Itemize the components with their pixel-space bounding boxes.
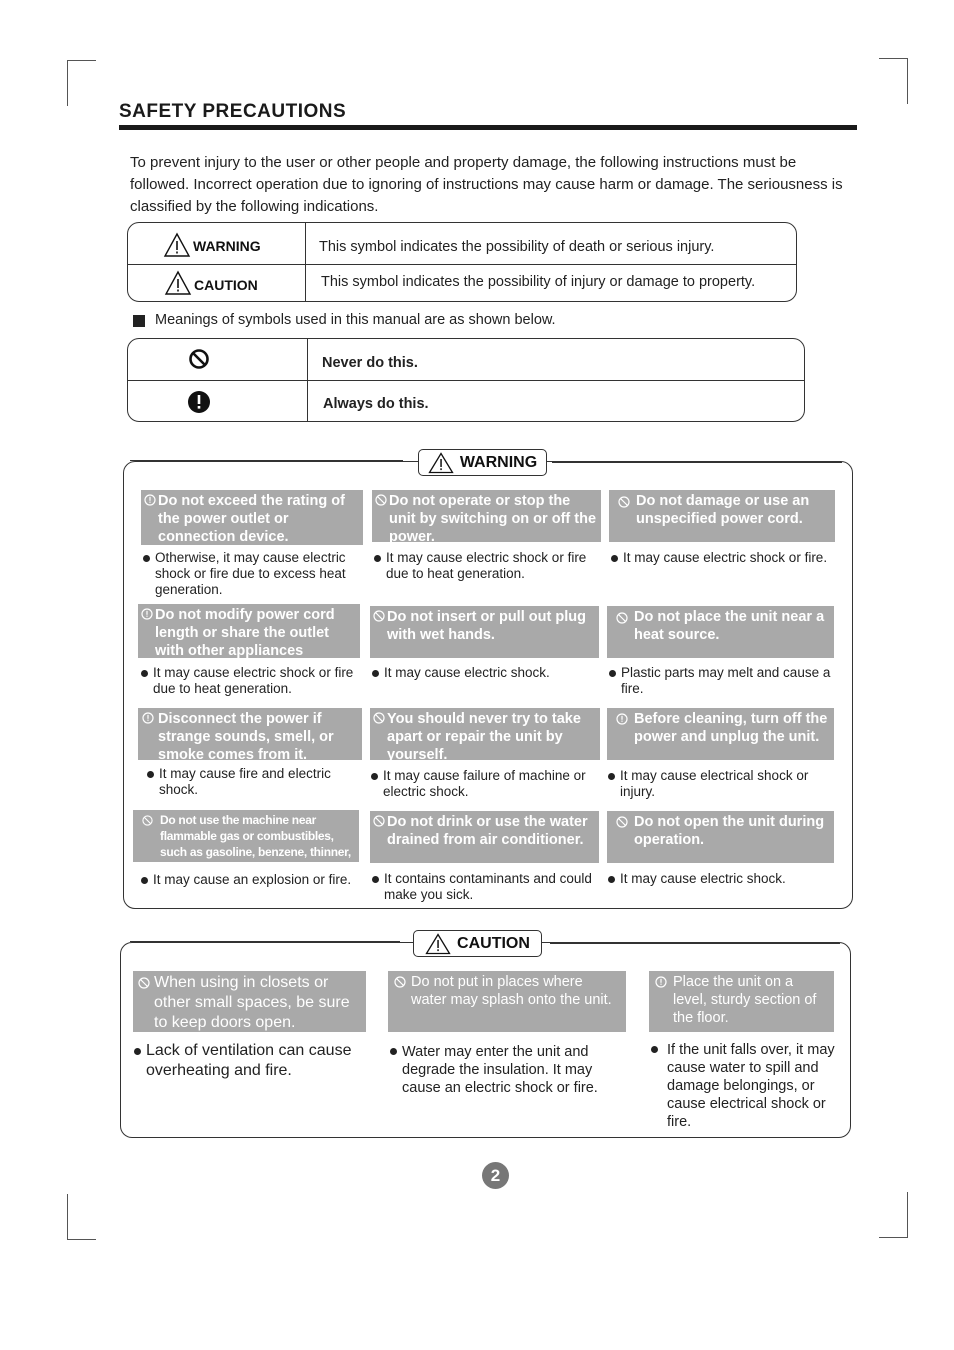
warning-item-heat-source: Do not place the unit near a heat source. xyxy=(607,606,834,658)
warning-triangle-icon xyxy=(425,933,451,955)
mandatory-icon xyxy=(141,608,153,620)
warning-label: WARNING xyxy=(163,232,261,258)
warning-note-repair: It may cause failure of machine or electric shock. xyxy=(370,768,602,800)
caution-note-level-floor: If the unit falls over, it may cause water to spill and damage belongings, or cause electrical shock or fire. xyxy=(650,1041,846,1131)
mandatory-icon xyxy=(144,494,156,506)
warning-note-drained-water: It contains contaminants and could make you sick. xyxy=(371,871,599,903)
warning-note-disconnect: It may cause fire and electric shock. xyxy=(146,766,360,798)
warning-item-cleaning: Before cleaning, turn off the power and unplug the unit. xyxy=(607,708,834,760)
mandatory-icon xyxy=(142,712,154,724)
mandatory-icon xyxy=(655,976,667,988)
prohibited-icon xyxy=(188,348,210,370)
warning-item-modify-cord: Do not modify power cord length or share the outlet with other appliances xyxy=(138,604,360,658)
warning-note-flammable: It may cause an explosion or fire. xyxy=(140,872,365,888)
warning-triangle-icon xyxy=(428,452,454,474)
caution-note-closets: Lack of ventilation can cause overheating and fire. xyxy=(133,1041,373,1081)
prohibited-icon xyxy=(138,977,150,989)
crop-mark-top-left xyxy=(67,60,96,106)
prohibited-icon xyxy=(373,712,385,724)
caution-description: This symbol indicates the possibility of injury or damage to property. xyxy=(321,274,756,290)
mandatory-icon xyxy=(616,713,628,725)
prohibited-icon xyxy=(373,610,385,622)
symbols-table xyxy=(127,338,805,422)
warning-triangle-icon xyxy=(164,270,192,296)
page-title: SAFETY PRECAUTIONS xyxy=(119,101,347,122)
warning-item-flammable: Do not use the machine near flammable gas or combustibles, such as gasoline, benzene, thinner, etc. xyxy=(133,810,359,862)
square-bullet xyxy=(133,315,145,327)
warning-note-power-cord: It may cause electric shock or fire. xyxy=(610,550,842,566)
caution-label: CAUTION xyxy=(164,270,258,296)
caution-item-splash: Do not put in places where water may splash onto the unit. xyxy=(388,971,626,1032)
prohibited-icon xyxy=(375,494,387,506)
warning-note-switching: It may cause electric shock or fire due to heat generation. xyxy=(373,550,603,582)
warning-note-cleaning: It may cause electrical shock or injury. xyxy=(607,768,839,800)
prohibited-icon xyxy=(616,816,628,828)
crop-mark-top-right xyxy=(879,58,908,104)
warning-item-disconnect: Disconnect the power if strange sounds, smell, or smoke comes from it. xyxy=(138,708,362,760)
warning-item-wet-hands: Do not insert or pull out plug with wet hands. xyxy=(370,606,599,658)
never-do-text: Never do this. xyxy=(322,355,418,371)
warning-triangle-icon xyxy=(163,232,191,258)
warning-item-drained-water: Do not drink or use the water drained from air conditioner. xyxy=(370,811,599,863)
mandatory-icon xyxy=(187,390,211,414)
caution-header-line-right xyxy=(550,943,840,944)
caution-header-line-left xyxy=(130,941,400,942)
warning-note-open-unit: It may cause electric shock. xyxy=(607,871,839,887)
intro-paragraph: To prevent injury to the user or other people and property damage, the following instructions must be followed. Incorrect operation due to ignoring of instructions may cause harm or damage. The seriousness is classified by the following indications. xyxy=(130,154,843,215)
warning-item-switching: Do not operate or stop the unit by switching on or off the power. xyxy=(372,490,601,542)
warning-note-heat-source: Plastic parts may melt and cause a fire. xyxy=(608,665,840,697)
symbols-intro: Meanings of symbols used in this manual are as shown below. xyxy=(155,312,556,328)
crop-mark-bottom-left xyxy=(67,1194,96,1240)
caution-note-splash: Water may enter the unit and degrade the insulation. It may cause an electric shock or fire. xyxy=(389,1043,621,1097)
warning-note-modify-cord: It may cause electric shock or fire due to heat generation. xyxy=(140,665,362,697)
title-rule xyxy=(119,125,857,130)
warning-header-line-right xyxy=(552,462,842,463)
warning-item-power-cord: Do not damage or use an unspecified power cord. xyxy=(609,490,835,542)
indications-table xyxy=(127,222,797,302)
prohibited-icon xyxy=(616,612,628,624)
warning-note-wet-hands: It may cause electric shock. xyxy=(371,665,601,681)
warning-item-rating: Do not exceed the rating of the power outlet or connection device. xyxy=(141,490,363,545)
warning-header-line-left xyxy=(130,460,403,461)
prohibited-icon xyxy=(142,815,153,826)
prohibited-icon xyxy=(373,815,385,827)
caution-item-closets: When using in closets or other small spaces, be sure to keep doors open. xyxy=(133,971,366,1032)
warning-item-open-unit: Do not open the unit during operation. xyxy=(607,811,834,863)
warning-section-header: WARNING xyxy=(418,449,547,476)
warning-description: This symbol indicates the possibility of death or serious injury. xyxy=(319,239,715,255)
always-do-text: Always do this. xyxy=(323,396,429,412)
prohibited-icon xyxy=(394,976,406,988)
caution-item-level-floor: Place the unit on a level, sturdy section of the floor. xyxy=(649,971,834,1032)
caution-section-header: CAUTION xyxy=(413,930,542,957)
prohibited-icon xyxy=(618,496,630,508)
warning-note-rating: Otherwise, it may cause electric shock or fire due to excess heat generation. xyxy=(142,550,364,598)
warning-item-repair: You should never try to take apart or repair the unit by yourself. xyxy=(370,708,600,760)
page-number: 2 xyxy=(482,1162,509,1189)
crop-mark-bottom-right xyxy=(879,1192,908,1238)
